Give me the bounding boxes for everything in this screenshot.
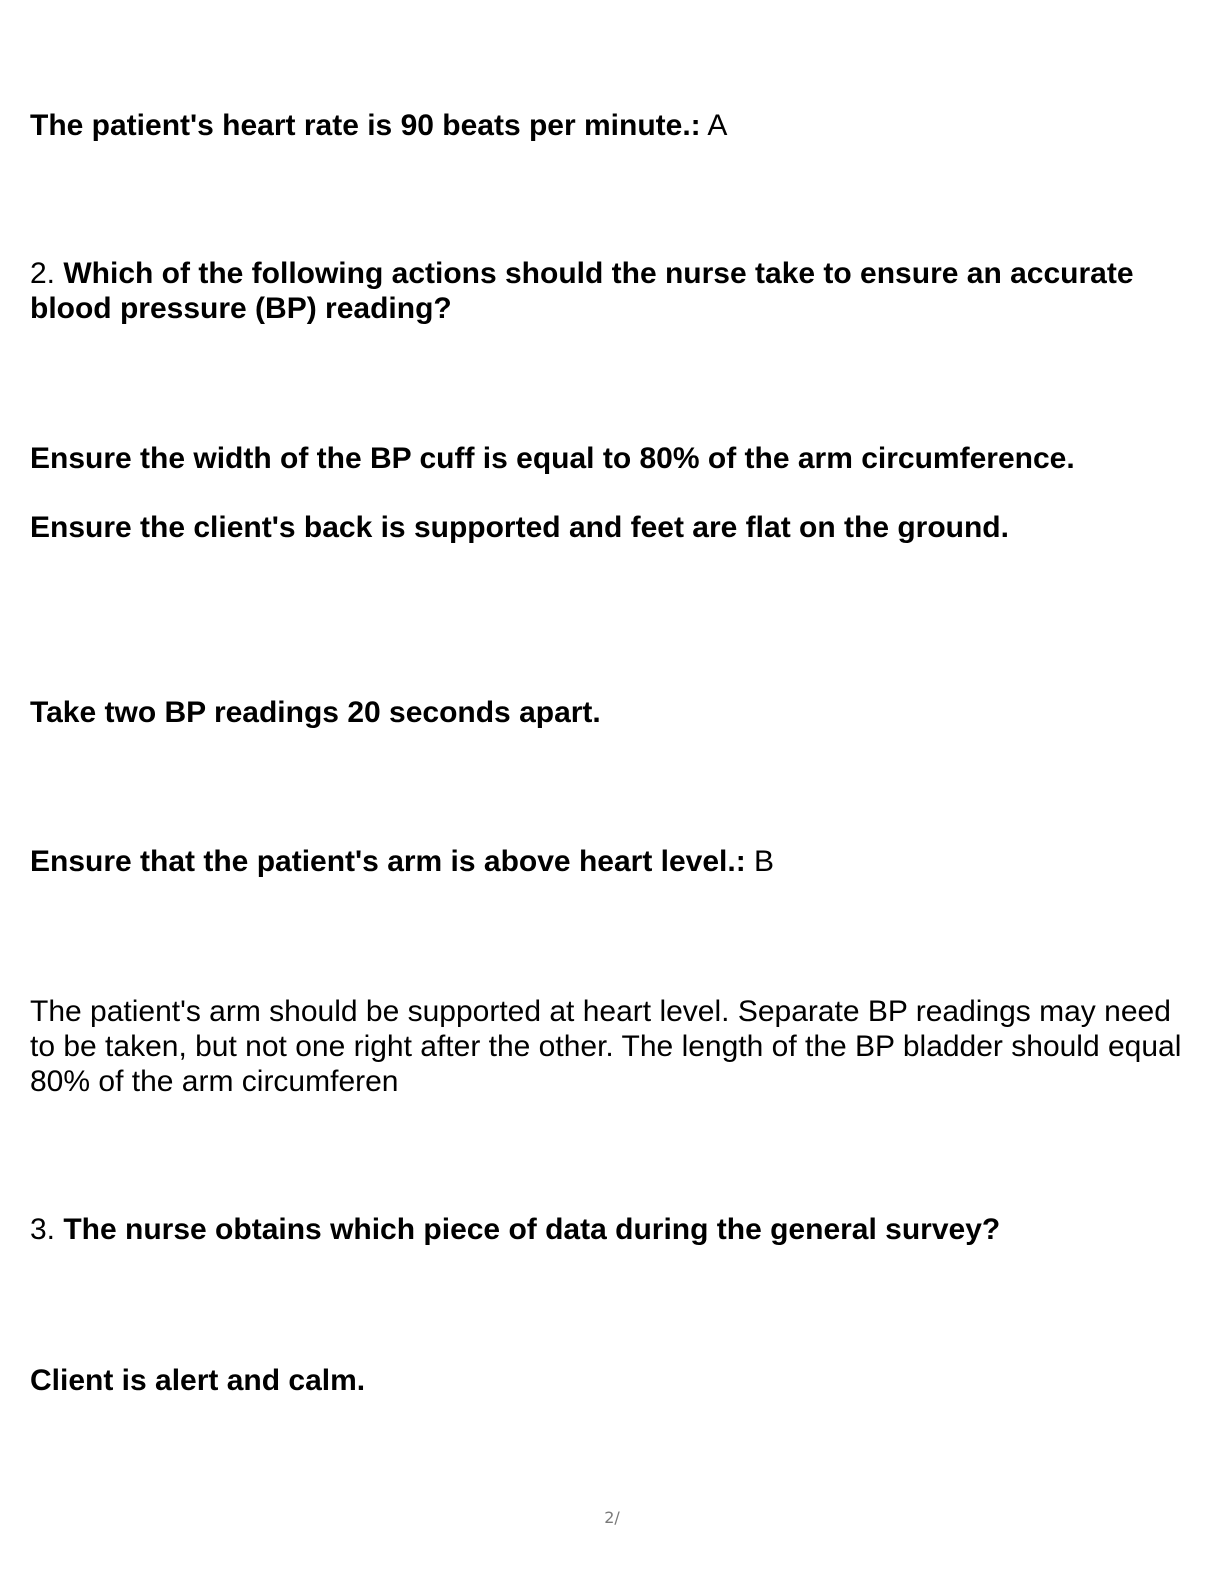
option-text: The patient's heart rate is 90 beats per minute.: [30,109,701,142]
answer-option-line [30,844,1184,879]
option-text: Ensure that the patient's arm is above heart level.: [30,845,746,878]
answer-option-line [30,108,1184,143]
option-text: Client is alert and calm. [30,1364,366,1397]
question-number: 3. [30,1213,64,1246]
question-2 [30,256,1184,326]
option-text: Ensure the client's back is supported and feet are flat on the ground. [30,511,1009,544]
rationale-paragraph [30,994,1184,1099]
question-text: The nurse obtains which piece of data during the general survey? [63,1213,1001,1246]
answer-option-line [30,441,1184,476]
question-text: Which of the following actions should the nurse take to ensure an accurate blood pressure (BP) reading? [30,257,1134,325]
answer-letter: A [700,109,728,142]
question-3 [30,1212,1184,1247]
question-number: 2. [30,257,64,290]
answer-option-line [30,510,1184,545]
answer-option-line [30,1363,1184,1398]
page-number: 2/ [604,1508,620,1527]
option-text: Take two BP readings 20 seconds apart. [30,696,601,729]
answer-letter: B [745,845,775,878]
option-text: Ensure the width of the BP cuff is equal to 80% of the arm circumference. [30,442,1075,475]
answer-option-line [30,695,1184,730]
rationale-text: The patient's arm should be supported at heart level. Separate BP readings may need to be taken, but not one right after the other. The length of the BP bladder should equal 80% of the arm circumferen [30,995,1182,1098]
